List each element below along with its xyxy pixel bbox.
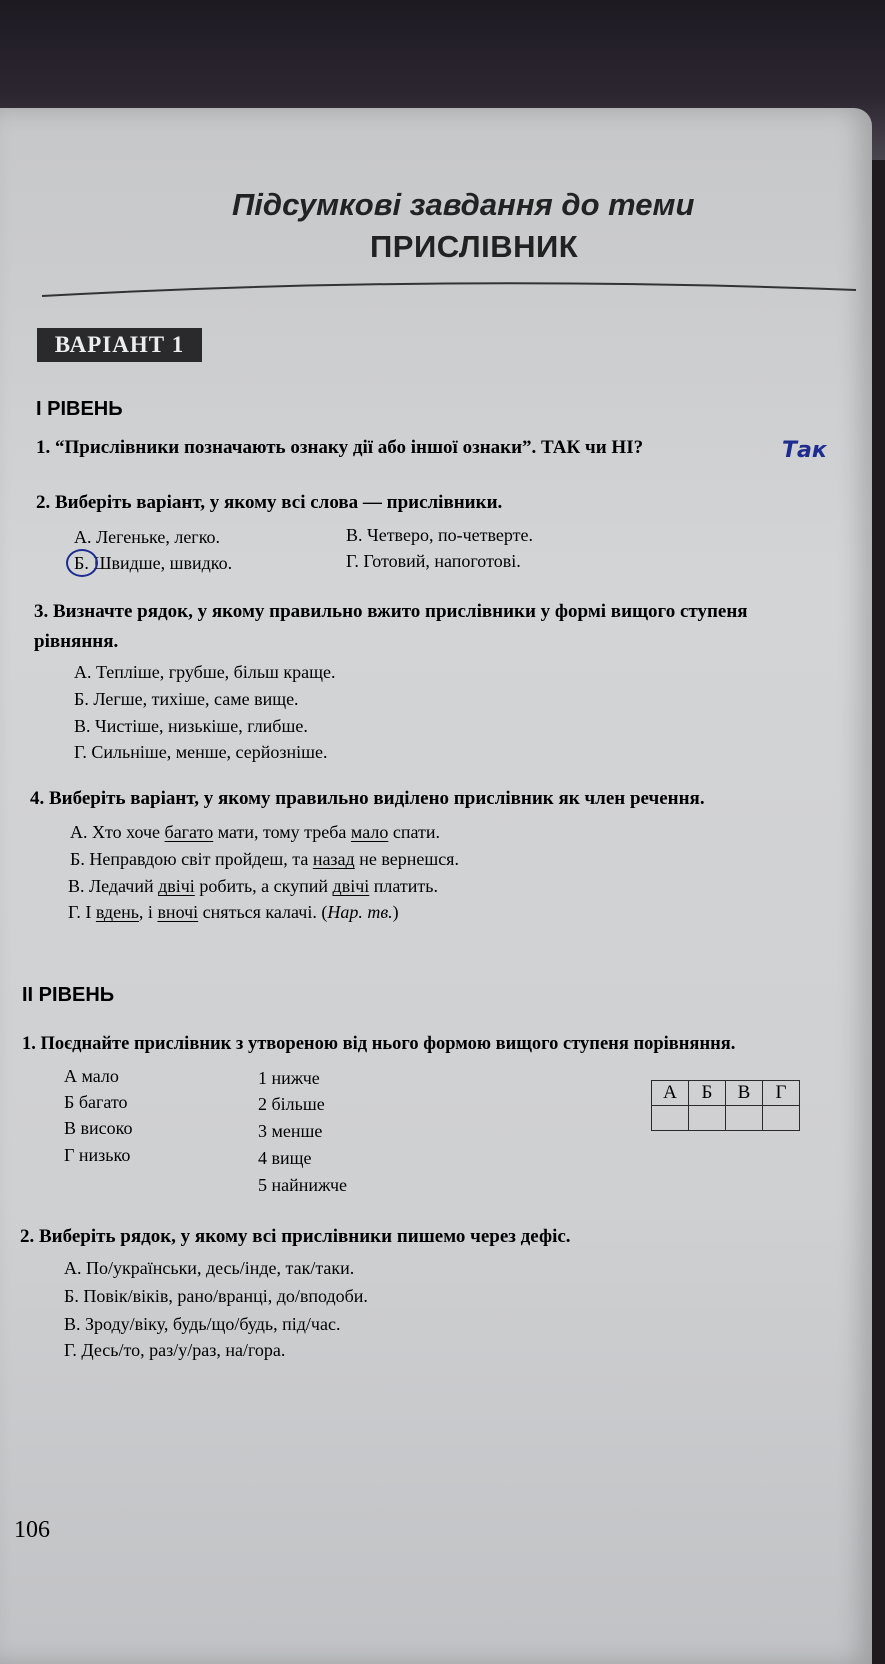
- match-left-b: Б багато: [64, 1092, 128, 1112]
- q3-option-a: А. Тепліше, грубше, більш краще.: [74, 662, 336, 682]
- grid-answer-cell[interactable]: [763, 1106, 800, 1131]
- q2b-option-c: В. Зроду/віку, будь/що/будь, під/час.: [64, 1314, 341, 1334]
- grid-answer-cell[interactable]: [652, 1106, 689, 1131]
- text: робить, а скупий: [194, 876, 333, 896]
- q2-option-a: А. Легеньке, легко.: [74, 527, 221, 547]
- question-2: 2. Виберіть варіант, у якому всі слова — прислівники.: [36, 492, 503, 513]
- text: сняться калачі. (: [198, 902, 328, 922]
- level2-question-2: 2. Виберіть рядок, у якому всі прислівники пишемо через дефіс.: [20, 1226, 571, 1247]
- variant-badge: ВАРІАНТ 1: [37, 328, 202, 362]
- q3-option-b: Б. Легше, тихіше, саме вище.: [74, 689, 299, 709]
- underlined-word: мало: [350, 822, 389, 842]
- underlined-word: вдень: [95, 902, 139, 922]
- question-3-cont: рівняння.: [34, 631, 119, 652]
- match-left-d: Г низько: [64, 1145, 131, 1165]
- question-1: 1. “Прислівники позначають ознаку дії або іншої ознаки”. ТАК чи НІ?: [36, 437, 644, 458]
- level2-heading: ІІ РІВЕНЬ: [22, 984, 115, 1006]
- q3-option-d: Г. Сильніше, менше, серйозніше.: [74, 742, 328, 762]
- q4-option-b: [70, 849, 459, 870]
- text: платить.: [369, 876, 438, 896]
- q4-option-a: [70, 822, 440, 843]
- match-right-5: 5 найнижче: [258, 1175, 348, 1195]
- grid-header-a: А: [652, 1081, 689, 1106]
- answer-circle: [66, 549, 98, 577]
- text: спати.: [388, 822, 440, 842]
- source-note: Нар. тв.: [327, 902, 393, 922]
- match-left-a: А мало: [64, 1066, 119, 1086]
- q4-option-d: [68, 902, 399, 923]
- answer-grid: [651, 1080, 800, 1131]
- text: мати, тому треба: [213, 822, 351, 842]
- grid-header-b: Б: [689, 1081, 726, 1106]
- text: Г. І: [68, 902, 96, 922]
- underlined-word: багато: [164, 822, 214, 842]
- level2-question-1: 1. Поєднайте прислівник з утвореною від нього формою вищого ступеня порівняння.: [22, 1034, 736, 1054]
- match-right-2: 2 більше: [258, 1094, 325, 1114]
- q4-option-c: [68, 876, 438, 897]
- q3-option-c: В. Чистіше, низькіше, глибше.: [74, 716, 308, 736]
- title-rule: [40, 270, 860, 300]
- text: ): [392, 902, 399, 922]
- underlined-word: назад: [312, 849, 355, 869]
- underlined-word: вночі: [157, 902, 199, 922]
- text: А. Хто хоче: [70, 822, 165, 842]
- page-number: 106: [14, 1517, 50, 1543]
- q2b-option-d: Г. Десь/то, раз/у/раз, на/гора.: [64, 1340, 286, 1360]
- match-right-4: 4 вище: [258, 1148, 312, 1168]
- question-4: 4. Виберіть варіант, у якому правильно виділено прислівник як член речення.: [30, 788, 705, 809]
- q2-option-c: В. Четверо, по-четверте.: [346, 525, 533, 545]
- level1-heading: І РІВЕНЬ: [36, 398, 123, 420]
- grid-answer-cell[interactable]: [726, 1106, 763, 1131]
- grid-header-c: В: [726, 1081, 763, 1106]
- handwritten-answer: Так: [782, 438, 827, 463]
- q2-option-d: Г. Готовий, напоготові.: [346, 551, 521, 571]
- page-title: ПРИСЛІВНИК: [370, 229, 579, 264]
- title-line-1: Підсумкові завдання до теми: [232, 187, 695, 222]
- text: В. Ледачий: [68, 876, 159, 896]
- grid-header-d: Г: [763, 1081, 800, 1106]
- q2b-option-a: А. По/українськи, десь/інде, так/таки.: [64, 1258, 355, 1278]
- text: не вернешся.: [354, 849, 459, 869]
- grid-answer-cell[interactable]: [689, 1106, 726, 1131]
- match-right-3: 3 менше: [258, 1121, 323, 1141]
- question-3: 3. Визначте рядок, у якому правильно вжито прислівники у формі вищого ступеня: [34, 601, 748, 622]
- match-right-1: 1 нижче: [258, 1068, 320, 1088]
- underlined-word: двічі: [332, 876, 370, 896]
- match-left-c: В високо: [64, 1118, 133, 1138]
- q2b-option-b: Б. Повік/віків, рано/вранці, до/вподоби.: [64, 1286, 368, 1306]
- text: Б. Неправдою світ пройдеш, та: [70, 849, 313, 869]
- underlined-word: двічі: [158, 876, 195, 896]
- text: , і: [138, 902, 158, 922]
- q2-option-b: Б. Швидше, швидко.: [74, 553, 233, 573]
